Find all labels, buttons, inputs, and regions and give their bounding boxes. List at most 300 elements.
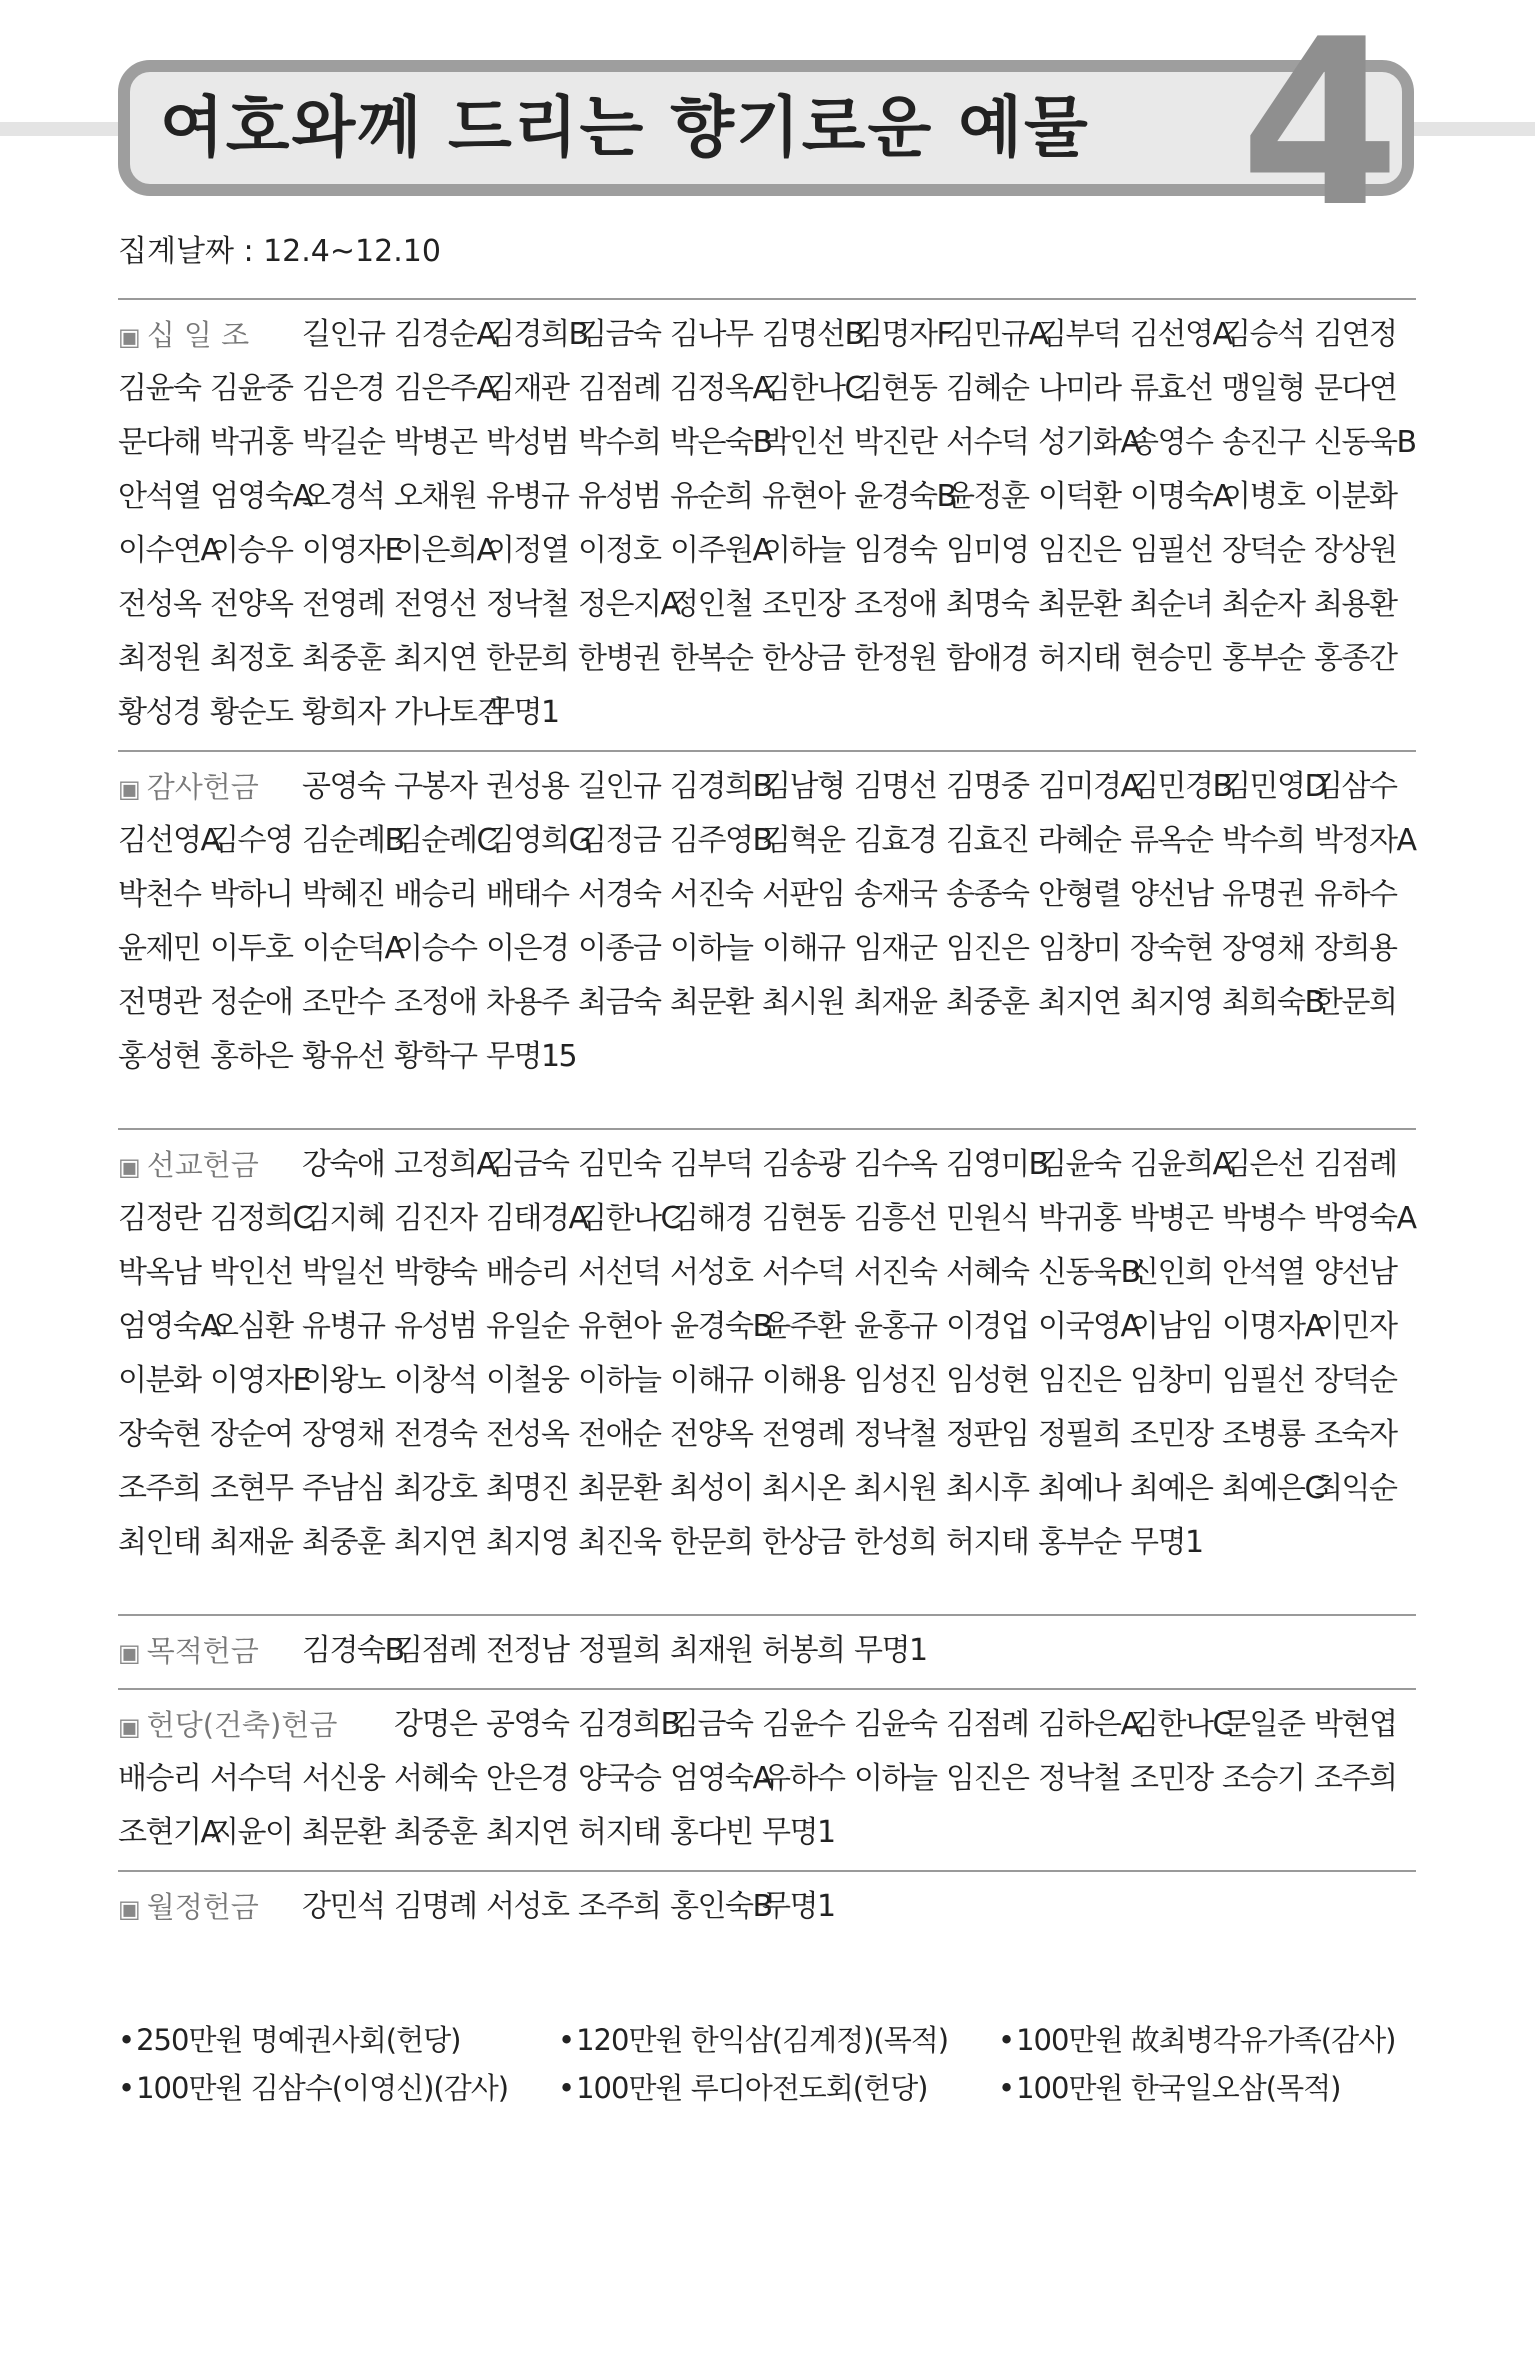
donor-name: 민원식 [946,1201,1029,1236]
donor-name: 유현아 [762,479,845,514]
donor-name: 이은희A [394,533,496,568]
donor-name: 전정남 [486,1633,569,1668]
donor-name: 전영례 [762,1417,845,1452]
donor-name: 전명관 [118,985,201,1020]
donor-name: 최재윤 [854,985,937,1020]
donor-name: 정필희 [578,1633,661,1668]
donor-name: 길인규 [578,769,661,804]
donor-name: 양선남 [1130,877,1213,912]
donor-name: 장순여 [210,1417,293,1452]
donor-name: 정낙철 [854,1417,937,1452]
donor-name: 홍부순 [1222,641,1305,676]
donor-name: 전양옥 [210,587,293,622]
donor-name: 서혜숙 [946,1255,1029,1290]
donor-name: 고정희A [394,1147,496,1182]
donor-name: 조현기A [118,1815,220,1850]
donor-name: 조주희 [1314,1761,1397,1796]
donor-name: 이영자E [210,1363,310,1398]
donor-name: 김윤숙 [118,371,201,406]
donor-name: 홍다빈 [670,1815,753,1850]
donor-name: 박옥남 [118,1255,201,1290]
donor-name: 박병곤 [394,425,477,460]
donor-name: 박일선 [302,1255,385,1290]
donor-name: 김점례 [394,1633,477,1668]
donor-name: 서경숙 [578,877,661,912]
donor-name: 윤경숙B [854,479,956,514]
name-grid [118,308,1416,740]
donor-name: 김선영A [118,823,220,858]
donor-name: 전성옥 [118,587,201,622]
donor-name: 최진욱 [578,1525,661,1560]
donor-name: 서진숙 [854,1255,937,1290]
donor-name: 정은지A [578,587,680,622]
donor-name: 최문환 [670,985,753,1020]
donor-name: 신동욱B [1314,425,1416,460]
donor-name: 박인선 [762,425,845,460]
donor-name: 김경희B [486,317,588,352]
bullet-icon: • [558,2071,575,2105]
donor-name: 송영수 [1130,425,1213,460]
donor-name: 임필선 [1130,533,1213,568]
section-thanksgiving [118,750,1416,1094]
donor-name: 박인선 [210,1255,293,1290]
donor-name: 최지연 [394,641,477,676]
donor-name: 박영숙A [1314,1201,1416,1236]
donor-name: 한병권 [578,641,661,676]
donor-name: 장숙현 [1130,931,1213,966]
donor-name: 이수연A [118,533,220,568]
square-bullet-icon: ▣ [118,1153,141,1181]
donor-name: 윤홍규 [854,1309,937,1344]
donor-name: 김명중 [946,769,1029,804]
donor-name: 김태경A [486,1201,588,1236]
donor-name: 최문환 [1038,587,1121,622]
section-label [118,1624,302,1678]
donor-name: 김영미B [946,1147,1048,1182]
donor-name: 최예은C [1222,1471,1324,1506]
donor-name: 이하늘 [670,931,753,966]
donor-name: 이영자E [302,533,402,568]
name-grid [118,1880,1416,1934]
donor-name: 최지연 [1038,985,1121,1020]
donor-name: 김하은A [1038,1707,1140,1742]
donor-name: 임진은 [1038,533,1121,568]
donor-name: 서선덕 [578,1255,661,1290]
donor-name: 박수희 [578,425,661,460]
donor-name: 무명15 [486,1039,577,1074]
donor-name: 김송광 [762,1147,845,1182]
section-label-text: 헌당(건축)헌금 [146,1708,338,1742]
donor-name: 김순례C [394,823,496,858]
donor-name: 무명1 [854,1633,927,1668]
donor-name: 이해규 [670,1363,753,1398]
donor-name: 김명선 [854,769,937,804]
donor-name: 서수덕 [210,1761,293,1796]
donor-name: 김나무 [670,317,753,352]
donor-name: 오심환 [210,1309,293,1344]
donor-name: 서성호 [486,1889,569,1924]
donor-name: 최지연 [486,1815,569,1850]
donor-name: 김해경 [670,1201,753,1236]
donor-name: 정판임 [946,1417,1029,1452]
donor-name: 유명권 [1222,877,1305,912]
donor-name: 함애경 [946,641,1029,676]
donor-name: 최순자 [1222,587,1305,622]
donor-name: 정순애 [210,985,293,1020]
donor-name: 문다해 [118,425,201,460]
donor-name: 최용환 [1314,587,1397,622]
donor-name: 서수덕 [762,1255,845,1290]
donor-name: 최명진 [486,1471,569,1506]
donor-name: 박혜진 [302,877,385,912]
donor-name: 홍종간 [1314,641,1397,676]
donor-name: 박병곤 [1130,1201,1213,1236]
donor-name: 김경숙B [302,1633,404,1668]
donor-name: 유일순 [486,1309,569,1344]
donor-name: 김순례B [302,823,404,858]
bullet-icon: • [558,2023,575,2057]
donor-name: 이명숙A [1130,479,1232,514]
donor-name: 조현무 [210,1471,293,1506]
donor-name: 이민자 [1314,1309,1397,1344]
name-grid [118,1698,1416,1860]
offering-list [118,298,1416,1944]
donor-name: 전영례 [302,587,385,622]
donor-name: 조주희 [118,1471,201,1506]
donor-name: 정필희 [1038,1417,1121,1452]
donor-name: 문일준 [1222,1707,1305,1742]
donor-name: 김정옥A [670,371,772,406]
donor-name: 이주원A [670,533,772,568]
donor-name: 정인철 [670,587,753,622]
donor-name: 홍하은 [210,1039,293,1074]
donor-name: 한성희 [854,1525,937,1560]
donor-name: 길인규 [302,317,385,352]
donor-name: 공영숙 [486,1707,569,1742]
donor-name: 오경석 [302,479,385,514]
donor-name: 양국승 [578,1761,661,1796]
page-title: 여호와께 드리는 향기로운 예물 [160,89,1090,166]
donor-name: 김경희B [578,1707,680,1742]
donor-name: 최순녀 [1130,587,1213,622]
donor-name: 오채원 [394,479,477,514]
donor-name: 이국영A [1038,1309,1140,1344]
donor-name: 강명은 [394,1707,477,1742]
donor-name: 이남임 [1130,1309,1213,1344]
donor-name: 한정원 [854,641,937,676]
donor-name: 김윤수 [762,1707,845,1742]
donation-item [998,2064,1438,2112]
donor-name: 최익순 [1314,1471,1397,1506]
donation-text: 250만원 명예권사회(헌당) [136,2023,461,2057]
donor-name: 한상금 [762,641,845,676]
donor-name: 최정호 [210,641,293,676]
donor-name: 임미영 [946,533,1029,568]
donor-name: 김금숙 [670,1707,753,1742]
section-label-text: 감사헌금 [146,770,259,804]
donor-name: 최중훈 [302,1525,385,1560]
donor-name: 권성용 [486,769,569,804]
donor-name: 최중훈 [302,641,385,676]
donor-name: 배태수 [486,877,569,912]
section-label-text: 월정헌금 [146,1890,259,1924]
donor-name: 임진은 [946,931,1029,966]
donor-name: 박현엽 [1314,1707,1397,1742]
donor-name: 김수영 [210,823,293,858]
donor-name: 최정원 [118,641,201,676]
donor-name: 안석열 [118,479,201,514]
donor-name: 한문희 [1314,985,1397,1020]
donation-text: 100만원 한국일오삼(목적) [1016,2071,1341,2105]
donor-name: 김진자 [394,1201,477,1236]
donor-name: 최시후 [946,1471,1029,1506]
donor-name: 최금숙 [578,985,661,1020]
donor-name: 김효진 [946,823,1029,858]
name-grid [118,760,1416,1084]
donor-name: 최지영 [1130,985,1213,1020]
donor-name: 한문희 [670,1525,753,1560]
donor-name: 이경업 [946,1309,1029,1344]
donor-name: 서신웅 [302,1761,385,1796]
name-grid [118,1138,1416,1570]
donor-name: 박은숙B [670,425,772,460]
section-purpose [118,1614,1416,1688]
donor-name: 최강호 [394,1471,477,1506]
donor-name: 이승수 [394,931,477,966]
donor-name: 유하수 [1314,877,1397,912]
donor-name: 김선영A [1130,317,1232,352]
donor-name: 이해용 [762,1363,845,1398]
donor-name: 문다연 [1314,371,1397,406]
donor-name: 박수희 [1222,823,1305,858]
donor-name: 조주희 [578,1889,661,1924]
donor-name: 허지태 [946,1525,1029,1560]
donor-name: 김명례 [394,1889,477,1924]
donor-name: 최예나 [1038,1471,1121,1506]
donor-name: 이하늘 [762,533,845,568]
donor-name: 장덕순 [1222,533,1305,568]
donor-name: 전양옥 [670,1417,753,1452]
donor-name: 무명1 [486,695,559,730]
donor-name: 김효경 [854,823,937,858]
section-tithe [118,298,1416,750]
donor-name: 무명1 [762,1815,835,1850]
donor-name: 김명자F [854,317,953,352]
donor-name: 양선남 [1314,1255,1397,1290]
donor-name: 이정호 [578,533,661,568]
donor-name: 임성현 [946,1363,1029,1398]
donor-name: 김윤희A [1130,1147,1232,1182]
donor-name: 전애순 [578,1417,661,1452]
donor-name: 김윤숙 [854,1707,937,1742]
donor-name: 홍성현 [118,1039,201,1074]
section-building [118,1688,1416,1870]
donation-text: 100만원 故최병각유가족(감사) [1016,2023,1396,2057]
donor-name: 차용주 [486,985,569,1020]
section-label-text: 십 일 조 [146,318,250,352]
donor-name: 김영희G [486,823,591,858]
donor-name: 김한나C [1130,1707,1232,1742]
donation-item [558,2064,998,2112]
donor-name: 최희숙B [1222,985,1324,1020]
donor-name: 가나토건 [394,695,504,730]
donation-item [118,2064,558,2112]
donor-name: 임재군 [854,931,937,966]
donor-name: 윤주환 [762,1309,845,1344]
bullet-icon: • [118,2023,135,2057]
bullet-icon: • [998,2023,1015,2057]
donor-name: 김윤중 [210,371,293,406]
donor-name: 이창석 [394,1363,477,1398]
donor-name: 황성경 [118,695,201,730]
donor-name: 김정금 [578,823,661,858]
donor-name: 김부덕 [670,1147,753,1182]
donor-name: 전경숙 [394,1417,477,1452]
donor-name: 김점례 [578,371,661,406]
donor-name: 무명1 [1130,1525,1203,1560]
donor-name: 엄영숙A [118,1309,220,1344]
donor-name: 홍인숙B [670,1889,772,1924]
donor-name: 박성범 [486,425,569,460]
donor-name: 조병룡 [1222,1417,1305,1452]
section-label-text: 선교헌금 [146,1148,259,1182]
donor-name: 김한나C [762,371,864,406]
donor-name: 류효선 [1130,371,1213,406]
donor-name: 유하수 [762,1761,845,1796]
donor-name: 이순덕A [302,931,404,966]
donor-name: 박병수 [1222,1201,1305,1236]
donor-name: 김정란 [118,1201,201,1236]
donor-name: 김승석 [1222,317,1305,352]
donor-name: 나미라 [1038,371,1121,406]
donor-name: 조승기 [1222,1761,1305,1796]
donor-name: 조숙자 [1314,1417,1397,1452]
donor-name: 황학구 [394,1039,477,1074]
donor-name: 김민규A [946,317,1048,352]
donor-name: 최문환 [302,1815,385,1850]
donor-name: 조만수 [302,985,385,1020]
donor-name: 김은경 [302,371,385,406]
donor-name: 장희용 [1314,931,1397,966]
section-label [118,760,302,814]
donor-name: 전성옥 [486,1417,569,1452]
donor-name: 김한나C [578,1201,680,1236]
donor-name: 임필선 [1222,1363,1305,1398]
square-bullet-icon: ▣ [118,1713,141,1741]
donor-name: 김윤숙 [1038,1147,1121,1182]
donor-name: 이병호 [1222,479,1305,514]
donation-item [118,2016,558,2064]
donor-name: 김혁운 [762,823,845,858]
donor-name: 박진란 [854,425,937,460]
donor-name: 황희자 [302,695,385,730]
donor-name: 김점례 [946,1707,1029,1742]
donor-name: 이분화 [1314,479,1397,514]
donor-name: 이하늘 [854,1761,937,1796]
donor-name: 안석열 [1222,1255,1305,1290]
donor-name: 강숙애 [302,1147,385,1182]
donor-name: 황순도 [210,695,293,730]
donor-name: 윤경숙B [670,1309,772,1344]
donor-name: 신인희 [1130,1255,1213,1290]
donor-name: 허지태 [578,1815,661,1850]
donation-text: 100만원 루디아전도회(헌당) [576,2071,928,2105]
donor-name: 김현동 [854,371,937,406]
section-mission [118,1128,1416,1580]
donor-name: 김삼수 [1314,769,1397,804]
donor-name: 장덕순 [1314,1363,1397,1398]
donor-name: 유순희 [670,479,753,514]
donor-name: 무명1 [762,1889,835,1924]
section-label [118,1880,302,1934]
donor-name: 공영숙 [302,769,385,804]
bullet-icon: • [998,2071,1015,2105]
donor-name: 김점례 [1314,1147,1397,1182]
collection-period: 집계날짜 : 12.4~12.10 [118,234,441,269]
donor-name: 조민장 [762,587,845,622]
donor-name: 유병규 [486,479,569,514]
issue-number: 4 [1240,0,1401,258]
donor-name: 정낙철 [1038,1761,1121,1796]
donation-item [558,2016,998,2064]
donor-name: 한상금 [762,1525,845,1560]
square-bullet-icon: ▣ [118,775,141,803]
donor-name: 박향숙 [394,1255,477,1290]
donor-name: 유성범 [394,1309,477,1344]
donor-name: 최성이 [670,1471,753,1506]
donor-name: 황유선 [302,1039,385,1074]
donor-name: 구봉자 [394,769,477,804]
donor-name: 유성범 [578,479,661,514]
donor-name: 박정자A [1314,823,1416,858]
donor-name: 송재국 [854,877,937,912]
donor-name: 김은주A [394,371,496,406]
donor-name: 안은경 [486,1761,569,1796]
donor-name: 서판임 [762,877,845,912]
donor-name: 김혜순 [946,371,1029,406]
donor-name: 이덕환 [1038,479,1121,514]
donor-name: 김남형 [762,769,845,804]
donor-name: 신동욱B [1038,1255,1140,1290]
donor-name: 김민경B [1130,769,1232,804]
donor-name: 이분화 [118,1363,201,1398]
section-label [118,308,302,362]
donor-name: 임창미 [1038,931,1121,966]
donor-name: 강민석 [302,1889,385,1924]
donor-name: 안형렬 [1038,877,1121,912]
section-label [118,1138,302,1192]
donor-name: 김경순A [394,317,496,352]
donor-name: 최재윤 [210,1525,293,1560]
donor-name: 지윤이 [210,1815,293,1850]
donor-name: 홍부순 [1038,1525,1121,1560]
donor-name: 전영선 [394,587,477,622]
donor-name: 윤제민 [118,931,201,966]
donor-name: 조정애 [854,587,937,622]
donor-name: 김수옥 [854,1147,937,1182]
donor-name: 김미경A [1038,769,1140,804]
donor-name: 최지연 [394,1525,477,1560]
donor-name: 이해규 [762,931,845,966]
donor-name: 박하니 [210,877,293,912]
donor-name: 김지혜 [302,1201,385,1236]
donor-name: 허봉희 [762,1633,845,1668]
square-bullet-icon: ▣ [118,1895,141,1923]
donor-name: 김재관 [486,371,569,406]
donor-name: 김금숙 [486,1147,569,1182]
donor-name: 최예은 [1130,1471,1213,1506]
name-grid [118,1624,1416,1678]
